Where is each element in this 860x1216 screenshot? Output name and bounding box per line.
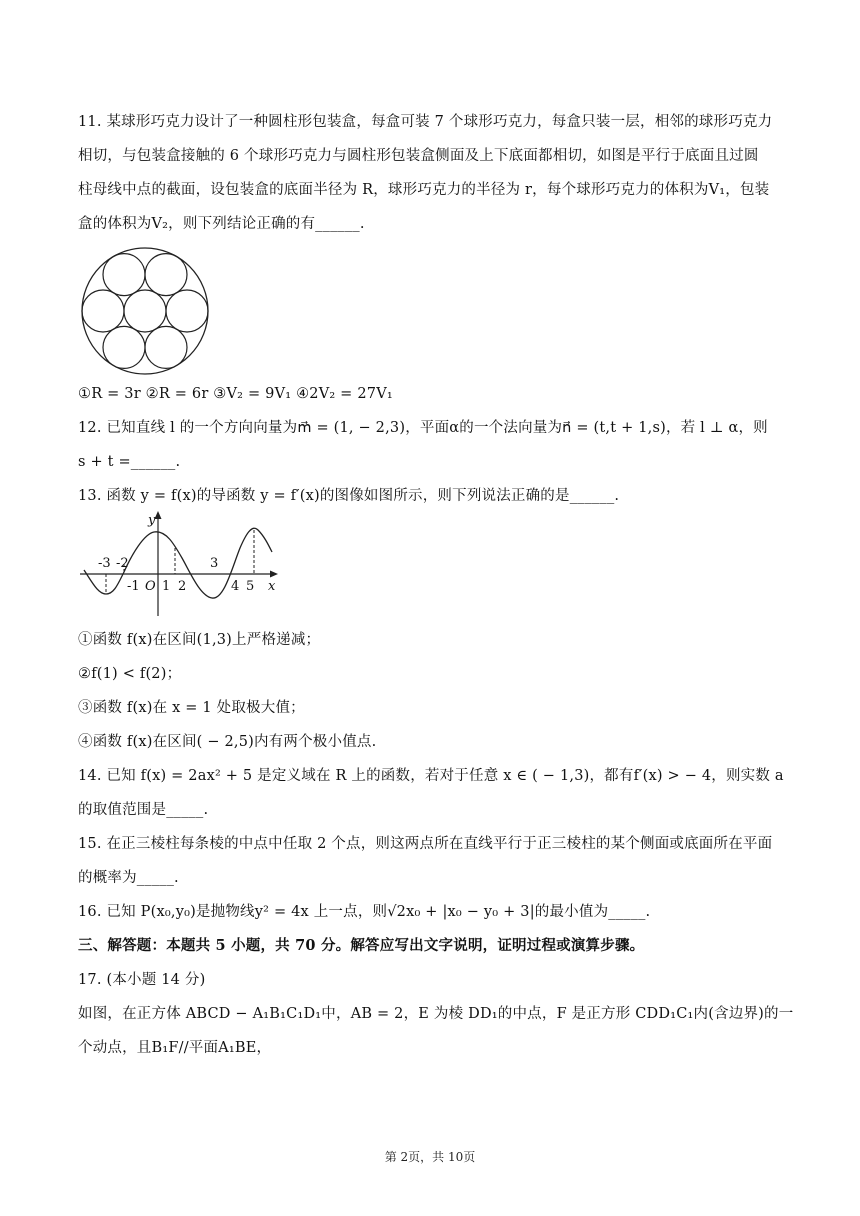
graph-x-label: x <box>268 579 276 594</box>
q17-line-2: 个动点，且B₁F//平面A₁BE， <box>78 1040 272 1056</box>
tick-label-3: 3 <box>210 556 219 571</box>
q15-line-2: 的概率为_____. <box>78 870 179 886</box>
graph-origin-label: O <box>145 579 156 594</box>
q13-option-4: ④函数 f(x)在区间( − 2,5)内有两个极小值点. <box>78 734 377 750</box>
q13-option-1: ①函数 f(x)在区间(1,3)上严格递减； <box>78 632 321 648</box>
tick-label-5: 5 <box>246 579 255 594</box>
q16-line: 16. 已知 P(x₀,y₀)是抛物线y² = 4x 上一点，则√2x₀ + |x₀ − y₀ + 3|的最小值为_____. <box>78 904 651 920</box>
page-footer: 第 2页，共 10页 <box>384 1150 476 1164</box>
q15-line-1: 15. 在正三棱柱每条棱的中点中任取 2 个点，则这两点所在直线平行于正三棱柱的某个侧面或底面所在平面 <box>78 836 773 852</box>
section-heading: 三、解答题：本题共 5 小题，共 70 分。解答应写出文字说明，证明过程或演算步骤。 <box>78 937 645 954</box>
q11-line-1: 11. 某球形巧克力设计了一种圆柱形包装盒，每盒可装 7 个球形巧克力，每盒只装一层，相邻的球形巧克力 <box>78 114 773 130</box>
q11-options: ①R = 3r ②R = 6r ③V₂ = 9V₁ ④2V₂ = 27V₁ <box>78 386 393 402</box>
q11-line-4: 盒的体积为V₂，则下列结论正确的有______. <box>78 216 365 232</box>
circles-packing-figure <box>80 246 210 376</box>
tick-label-2: 2 <box>178 579 187 594</box>
tick-label-neg1: -1 <box>127 579 140 594</box>
q14-line-1: 14. 已知 f(x) = 2ax² + 5 是定义域在 R 上的函数，若对于任意 x ∈ ( − 1,3)，都有f′(x) > − 4，则实数 a <box>78 768 784 784</box>
q13-line: 13. 函数 y = f(x)的导函数 y = f′(x)的图像如图所示，则下列说法正确的是______. <box>78 488 620 504</box>
q12-line-1: 12. 已知直线 l 的一个方向向量为m⃗ = (1, − 2,3)，平面α的一个法向量为n⃗ = (t,t + 1,s)，若 l ⊥ α，则 <box>78 420 768 436</box>
q13-option-2: ②f(1) < f(2)； <box>78 666 182 682</box>
q14-line-2: 的取值范围是_____. <box>78 802 209 818</box>
q12-line-2: s + t =______. <box>78 454 181 470</box>
graph-y-label: y <box>148 513 156 528</box>
q17-title: 17. (本小题 14 分) <box>78 972 206 988</box>
q17-line-1: 如图，在正方体 ABCD − A₁B₁C₁D₁中，AB = 2，E 为棱 DD₁的中点，F 是正方形 CDD₁C₁内(含边界)的一 <box>78 1006 794 1022</box>
tick-label-neg3: -3 <box>98 556 111 571</box>
tick-label-4: 4 <box>231 579 240 594</box>
q11-line-2: 相切，与包装盒接触的 6 个球形巧克力与圆柱形包装盒侧面及上下底面都相切，如图是平行于底面且过圆 <box>78 148 759 164</box>
tick-label-1: 1 <box>162 579 171 594</box>
derivative-graph <box>78 508 288 618</box>
q13-option-3: ③函数 f(x)在 x = 1 处取极大值； <box>78 700 305 716</box>
q11-line-3: 柱母线中点的截面，设包装盒的底面半径为 R，球形巧克力的半径为 r，每个球形巧克力的体积为V₁，包装 <box>78 182 770 198</box>
tick-label-neg2: -2 <box>116 556 129 571</box>
